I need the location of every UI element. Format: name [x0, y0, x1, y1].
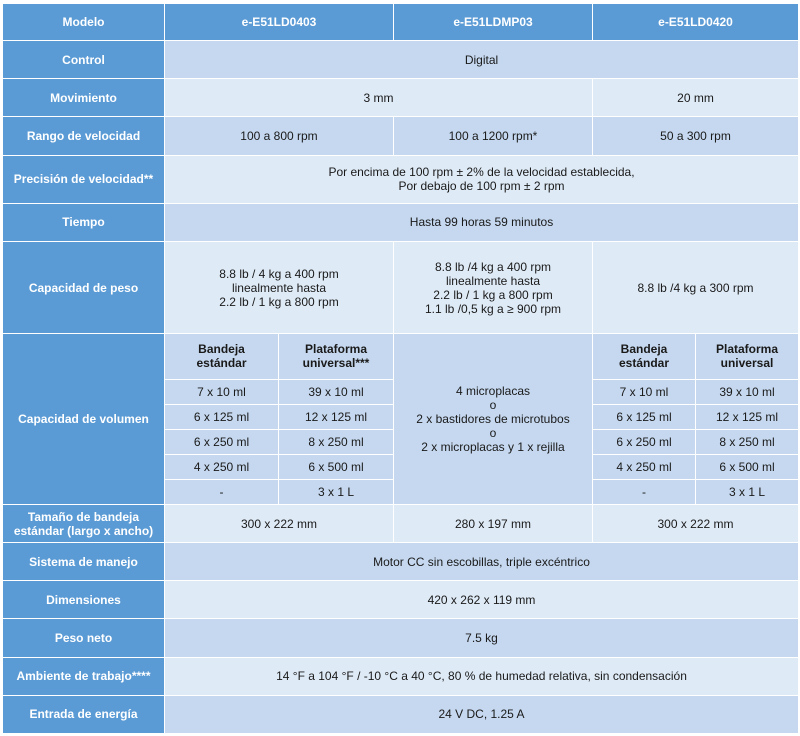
header-line: Plataforma — [304, 342, 368, 357]
tiempo-row — [3, 203, 799, 241]
tamano-m1: 300 x 222 mm — [165, 504, 394, 542]
header-row — [3, 4, 799, 41]
precision-line-1: Por encima de 100 rpm ± 2% de la velocidad establecida, — [328, 165, 635, 180]
movimiento-label: Movimiento — [3, 79, 165, 117]
rango-m2: 100 a 1200 rpm* — [394, 117, 593, 155]
rango-row — [3, 117, 799, 155]
peso-cap-m1-line: linealmente hasta — [231, 280, 327, 295]
sistema-label: Sistema de manejo — [3, 543, 165, 581]
precision-row — [3, 155, 799, 203]
header-line: Bandeja — [198, 342, 245, 357]
volumen-cell: 8 x 250 ml — [696, 429, 799, 454]
volumen-cell: 4 x 250 ml — [593, 454, 696, 479]
header-line: Bandeja — [620, 342, 668, 357]
volumen-m3-plataforma-header — [696, 334, 799, 379]
peso-neto-value: 7.5 kg — [165, 619, 799, 657]
header-label: Modelo — [3, 4, 165, 41]
volumen-subheader-row — [3, 334, 799, 379]
tamano-label — [3, 504, 165, 542]
peso-cap-m2-line: 8.8 lb /4 kg a 400 rpm — [434, 259, 552, 274]
peso-neto-row — [3, 619, 799, 657]
peso-cap-label: Capacidad de peso — [3, 241, 165, 333]
volumen-m2 — [394, 334, 593, 505]
volumen-cell: 4 x 250 ml — [165, 454, 279, 479]
model-2: e-E51LDMP03 — [394, 4, 593, 41]
rango-label: Rango de velocidad — [3, 117, 165, 155]
precision-label: Precisión de velocidad** — [3, 155, 165, 203]
peso-cap-m3: 8.8 lb /4 kg a 300 rpm — [593, 241, 799, 333]
header-line: universal*** — [302, 356, 370, 371]
tiempo-label: Tiempo — [3, 203, 165, 241]
control-label: Control — [3, 41, 165, 79]
header-line: universal — [720, 356, 774, 371]
tamano-label-line: estándar (largo x ancho) — [13, 523, 154, 538]
volumen-cell: 8 x 250 ml — [279, 429, 394, 454]
volumen-m3-bandeja-header — [593, 334, 696, 379]
volumen-cell: 12 x 125 ml — [279, 404, 394, 429]
peso-cap-m2-line: 1.1 lb /0,5 kg a ≥ 900 rpm — [425, 301, 561, 316]
volumen-cell: 6 x 250 ml — [165, 429, 279, 454]
volumen-m1-bandeja-header — [165, 334, 279, 379]
volumen-cell: 39 x 10 ml — [279, 379, 394, 404]
rango-m1: 100 a 800 rpm — [165, 117, 394, 155]
volumen-label: Capacidad de volumen — [3, 334, 165, 505]
tamano-row — [3, 504, 799, 542]
energia-label: Entrada de energía — [3, 695, 165, 733]
energia-value: 24 V DC, 1.25 A — [165, 695, 799, 733]
volumen-cell: 6 x 125 ml — [593, 404, 696, 429]
energia-row — [3, 695, 799, 733]
peso-cap-m1-line: 2.2 lb / 1 kg a 800 rpm — [219, 294, 339, 309]
precision-value — [165, 155, 799, 203]
ambiente-label: Ambiente de trabajo**** — [3, 657, 165, 695]
volumen-cell: 3 x 1 L — [696, 479, 799, 504]
volumen-m2-line: o — [489, 398, 497, 413]
volumen-cell: - — [593, 479, 696, 504]
volumen-cell: 12 x 125 ml — [696, 404, 799, 429]
control-row — [3, 41, 799, 79]
header-line: estándar — [196, 356, 247, 371]
spec-table — [2, 3, 799, 734]
peso-cap-m1-line: 8.8 lb / 4 kg a 400 rpm — [219, 266, 339, 281]
volumen-m1-plataforma-header — [279, 334, 394, 379]
control-value: Digital — [165, 41, 799, 79]
dimensiones-label: Dimensiones — [3, 581, 165, 619]
model-3: e-E51LD0420 — [593, 4, 799, 41]
header-line: estándar — [618, 356, 670, 371]
tiempo-value: Hasta 99 horas 59 minutos — [165, 203, 799, 241]
volumen-cell: - — [165, 479, 279, 504]
peso-cap-m1 — [165, 241, 394, 333]
ambiente-value: 14 °F a 104 °F / -10 °C a 40 °C, 80 % de humedad relativa, sin condensación — [165, 657, 799, 695]
volumen-cell: 6 x 500 ml — [279, 454, 394, 479]
ambiente-row — [3, 657, 799, 695]
dimensiones-value: 420 x 262 x 119 mm — [165, 581, 799, 619]
movimiento-row — [3, 79, 799, 117]
tamano-m3: 300 x 222 mm — [593, 504, 799, 542]
volumen-m2-line: o — [489, 426, 497, 441]
sistema-row — [3, 543, 799, 581]
movimiento-value-b: 20 mm — [593, 79, 799, 117]
tamano-m2: 280 x 197 mm — [394, 504, 593, 542]
volumen-m2-line: 2 x bastidores de microtubos — [416, 412, 570, 427]
peso-cap-m2-line: linealmente hasta — [445, 273, 541, 288]
volumen-cell: 7 x 10 ml — [165, 379, 279, 404]
volumen-cell: 3 x 1 L — [279, 479, 394, 504]
volumen-cell: 39 x 10 ml — [696, 379, 799, 404]
volumen-cell: 6 x 250 ml — [593, 429, 696, 454]
volumen-m2-line: 4 microplacas — [455, 384, 531, 399]
precision-line-2: Por debajo de 100 rpm ± 2 rpm — [398, 179, 565, 194]
peso-cap-row — [3, 241, 799, 333]
peso-neto-label: Peso neto — [3, 619, 165, 657]
model-1: e-E51LD0403 — [165, 4, 394, 41]
header-line: Plataforma — [715, 342, 779, 357]
dimensiones-row — [3, 581, 799, 619]
rango-m3: 50 a 300 rpm — [593, 117, 799, 155]
volumen-cell: 7 x 10 ml — [593, 379, 696, 404]
volumen-m2-line: 2 x microplacas y 1 x rejilla — [421, 440, 565, 455]
volumen-cell: 6 x 125 ml — [165, 404, 279, 429]
movimiento-value-a: 3 mm — [165, 79, 593, 117]
peso-cap-m2-line: 2.2 lb / 1 kg a 800 rpm — [433, 287, 553, 302]
tamano-label-line: Tamaño de bandeja — [27, 509, 140, 524]
sistema-value: Motor CC sin escobillas, triple excéntrico — [165, 543, 799, 581]
volumen-cell: 6 x 500 ml — [696, 454, 799, 479]
peso-cap-m2 — [394, 241, 593, 333]
